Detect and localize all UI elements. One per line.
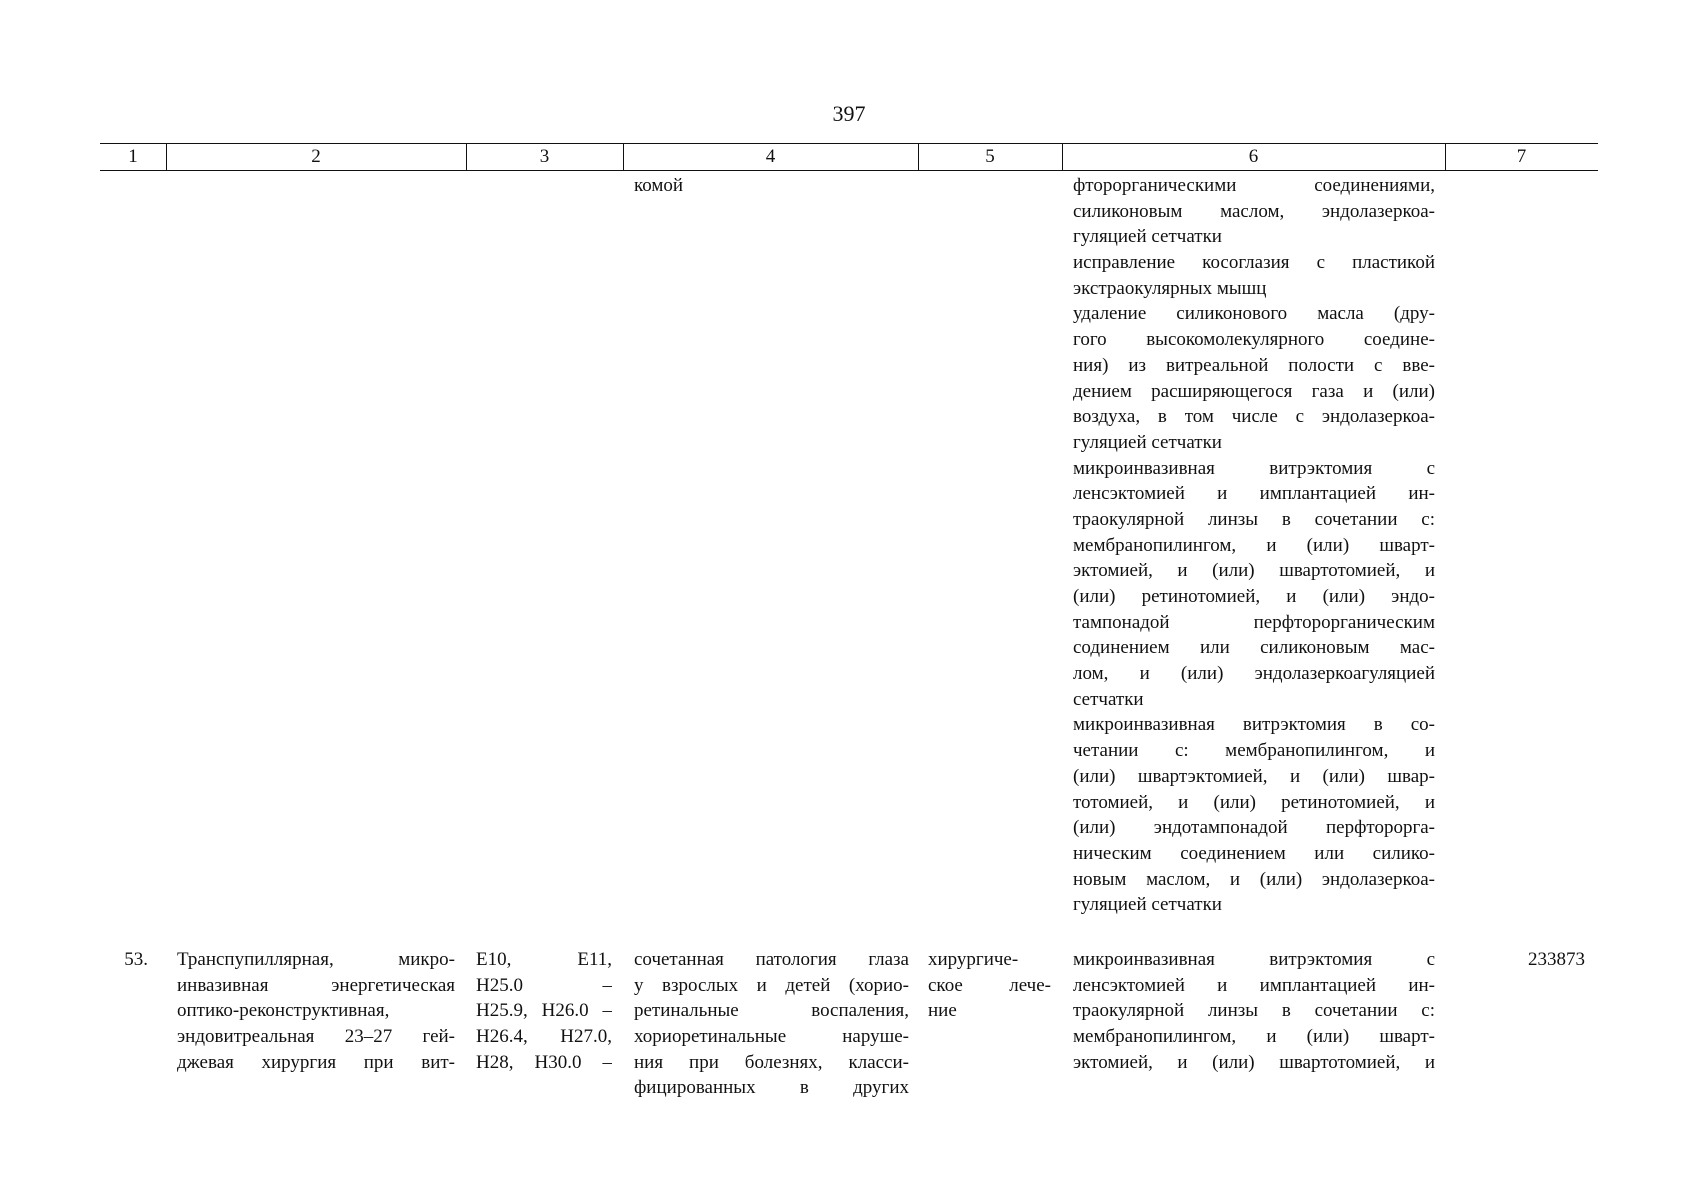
text-line: фицированных в других: [634, 1077, 909, 1099]
text-line: (или) швартэктомией, и (или) швар-: [1073, 765, 1435, 787]
text-line: четании с: мембранопилингом, и: [1073, 740, 1435, 762]
text-line: фторорганическими соединениями,: [1073, 175, 1435, 196]
row-53-col6-procedure: [1073, 947, 1435, 1075]
text-line: содинением или силиконовым мас-: [1073, 637, 1435, 659]
text-line: эндовитреальная 23–27 гей-: [177, 1026, 455, 1048]
text-line: дением расширяющегося газа и (или): [1073, 380, 1435, 402]
text-line: (или) эндотампонадой перфторорга-: [1073, 817, 1435, 839]
header-col-3: 3: [539, 146, 550, 167]
text-line: ское лече-: [928, 974, 1051, 996]
text-line: микроинвазивная витрэктомия с: [1073, 457, 1435, 479]
text-line: гуляцией сетчатки: [1073, 226, 1222, 248]
text-line: тотомией, и (или) ретинотомией, и: [1073, 791, 1435, 813]
text-line: комой: [634, 175, 684, 196]
text-line: H25.0 –: [476, 974, 612, 996]
text-line: ние: [928, 1000, 957, 1022]
text-line: эктомией, и (или) швартотомией, и: [1073, 560, 1435, 582]
text-line: сетчатки: [1073, 688, 1144, 710]
text-line: траокулярной линзы в сочетании с:: [1073, 508, 1435, 530]
text-line: новым маслом, и (или) эндолазеркоа-: [1073, 868, 1435, 890]
header-col-5: 5: [985, 146, 995, 167]
text-line: ническим соединением или силико-: [1073, 842, 1435, 864]
text-line: H28, H30.0 –: [476, 1051, 612, 1073]
text-line: ния при болезнях, класси-: [634, 1051, 909, 1073]
text-line: гуляцией сетчатки: [1073, 431, 1222, 453]
text-line: траокулярной линзы в сочетании с:: [1073, 1000, 1435, 1022]
header-col-6: 6: [1248, 146, 1259, 167]
text-line: (или) ретинотомией, и (или) эндо-: [1073, 586, 1435, 607]
text-line: ретинальные воспаления,: [634, 1000, 909, 1022]
header-col-7: 7: [1516, 146, 1527, 167]
text-line: джевая хирургия при вит-: [177, 1051, 455, 1073]
text-line: у взрослых и детей (хорио-: [634, 974, 909, 996]
text-line: ленсэктомией и имплантацией ин-: [1073, 483, 1435, 505]
text-line: экстраокулярных мышц: [1073, 277, 1267, 299]
text-line: ленсэктомией и имплантацией ин-: [1073, 974, 1435, 996]
text-line: силиконовым маслом, эндолазеркоа-: [1073, 200, 1435, 222]
row-53-number: 53.: [124, 949, 148, 970]
row-53-col4-diagnosis: [634, 947, 909, 1101]
continuation-col6: [1073, 173, 1435, 918]
text-line: сочетанная патология глаза: [634, 949, 909, 970]
text-line: H25.9, H26.0 –: [476, 1000, 612, 1022]
header-col-4: 4: [765, 146, 776, 167]
row-53-col2-method: [177, 947, 455, 1075]
text-line: гого высокомолекулярного соедине-: [1073, 329, 1435, 351]
text-line: удаление силиконового масла (дру-: [1073, 303, 1435, 325]
row-53-col3-codes: [476, 947, 612, 1075]
text-line: мембранопилингом, и (или) шварт-: [1073, 1026, 1435, 1048]
header-col-2: 2: [311, 146, 321, 167]
row-53-col5-treatment: [928, 947, 1051, 1024]
text-line: воздуха, в том числе с эндолазеркоа-: [1073, 406, 1435, 428]
text-line: E10, E11,: [476, 949, 612, 970]
table-header: [100, 143, 1598, 171]
text-line: мембранопилингом, и (или) шварт-: [1073, 534, 1435, 556]
text-line: хориоретинальные наруше-: [634, 1026, 909, 1048]
text-line: исправление косоглазия с пластикой: [1073, 252, 1435, 274]
header-col-1: 1: [128, 146, 138, 167]
text-line: хирургиче-: [928, 949, 1019, 970]
continuation-col4: [634, 173, 914, 199]
row-53-col7-cost: 233873: [1528, 949, 1585, 970]
text-line: микроинвазивная витрэктомия с: [1073, 949, 1435, 970]
text-line: Транспупиллярная, микро-: [177, 949, 455, 970]
text-line: инвазивная энергетическая: [177, 974, 455, 996]
page-number: 397: [832, 101, 866, 126]
text-line: ния) из витреальной полости с вве-: [1073, 354, 1435, 376]
text-line: микроинвазивная витрэктомия в со-: [1073, 714, 1435, 736]
text-line: оптико-реконструктивная,: [177, 1000, 390, 1022]
text-line: эктомией, и (или) швартотомией, и: [1073, 1051, 1435, 1073]
text-line: тампонадой перфторорганическим: [1073, 611, 1435, 633]
text-line: лом, и (или) эндолазеркоагуляцией: [1073, 663, 1435, 685]
text-line: H26.4, H27.0,: [476, 1026, 612, 1048]
text-line: гуляцией сетчатки: [1073, 894, 1222, 916]
